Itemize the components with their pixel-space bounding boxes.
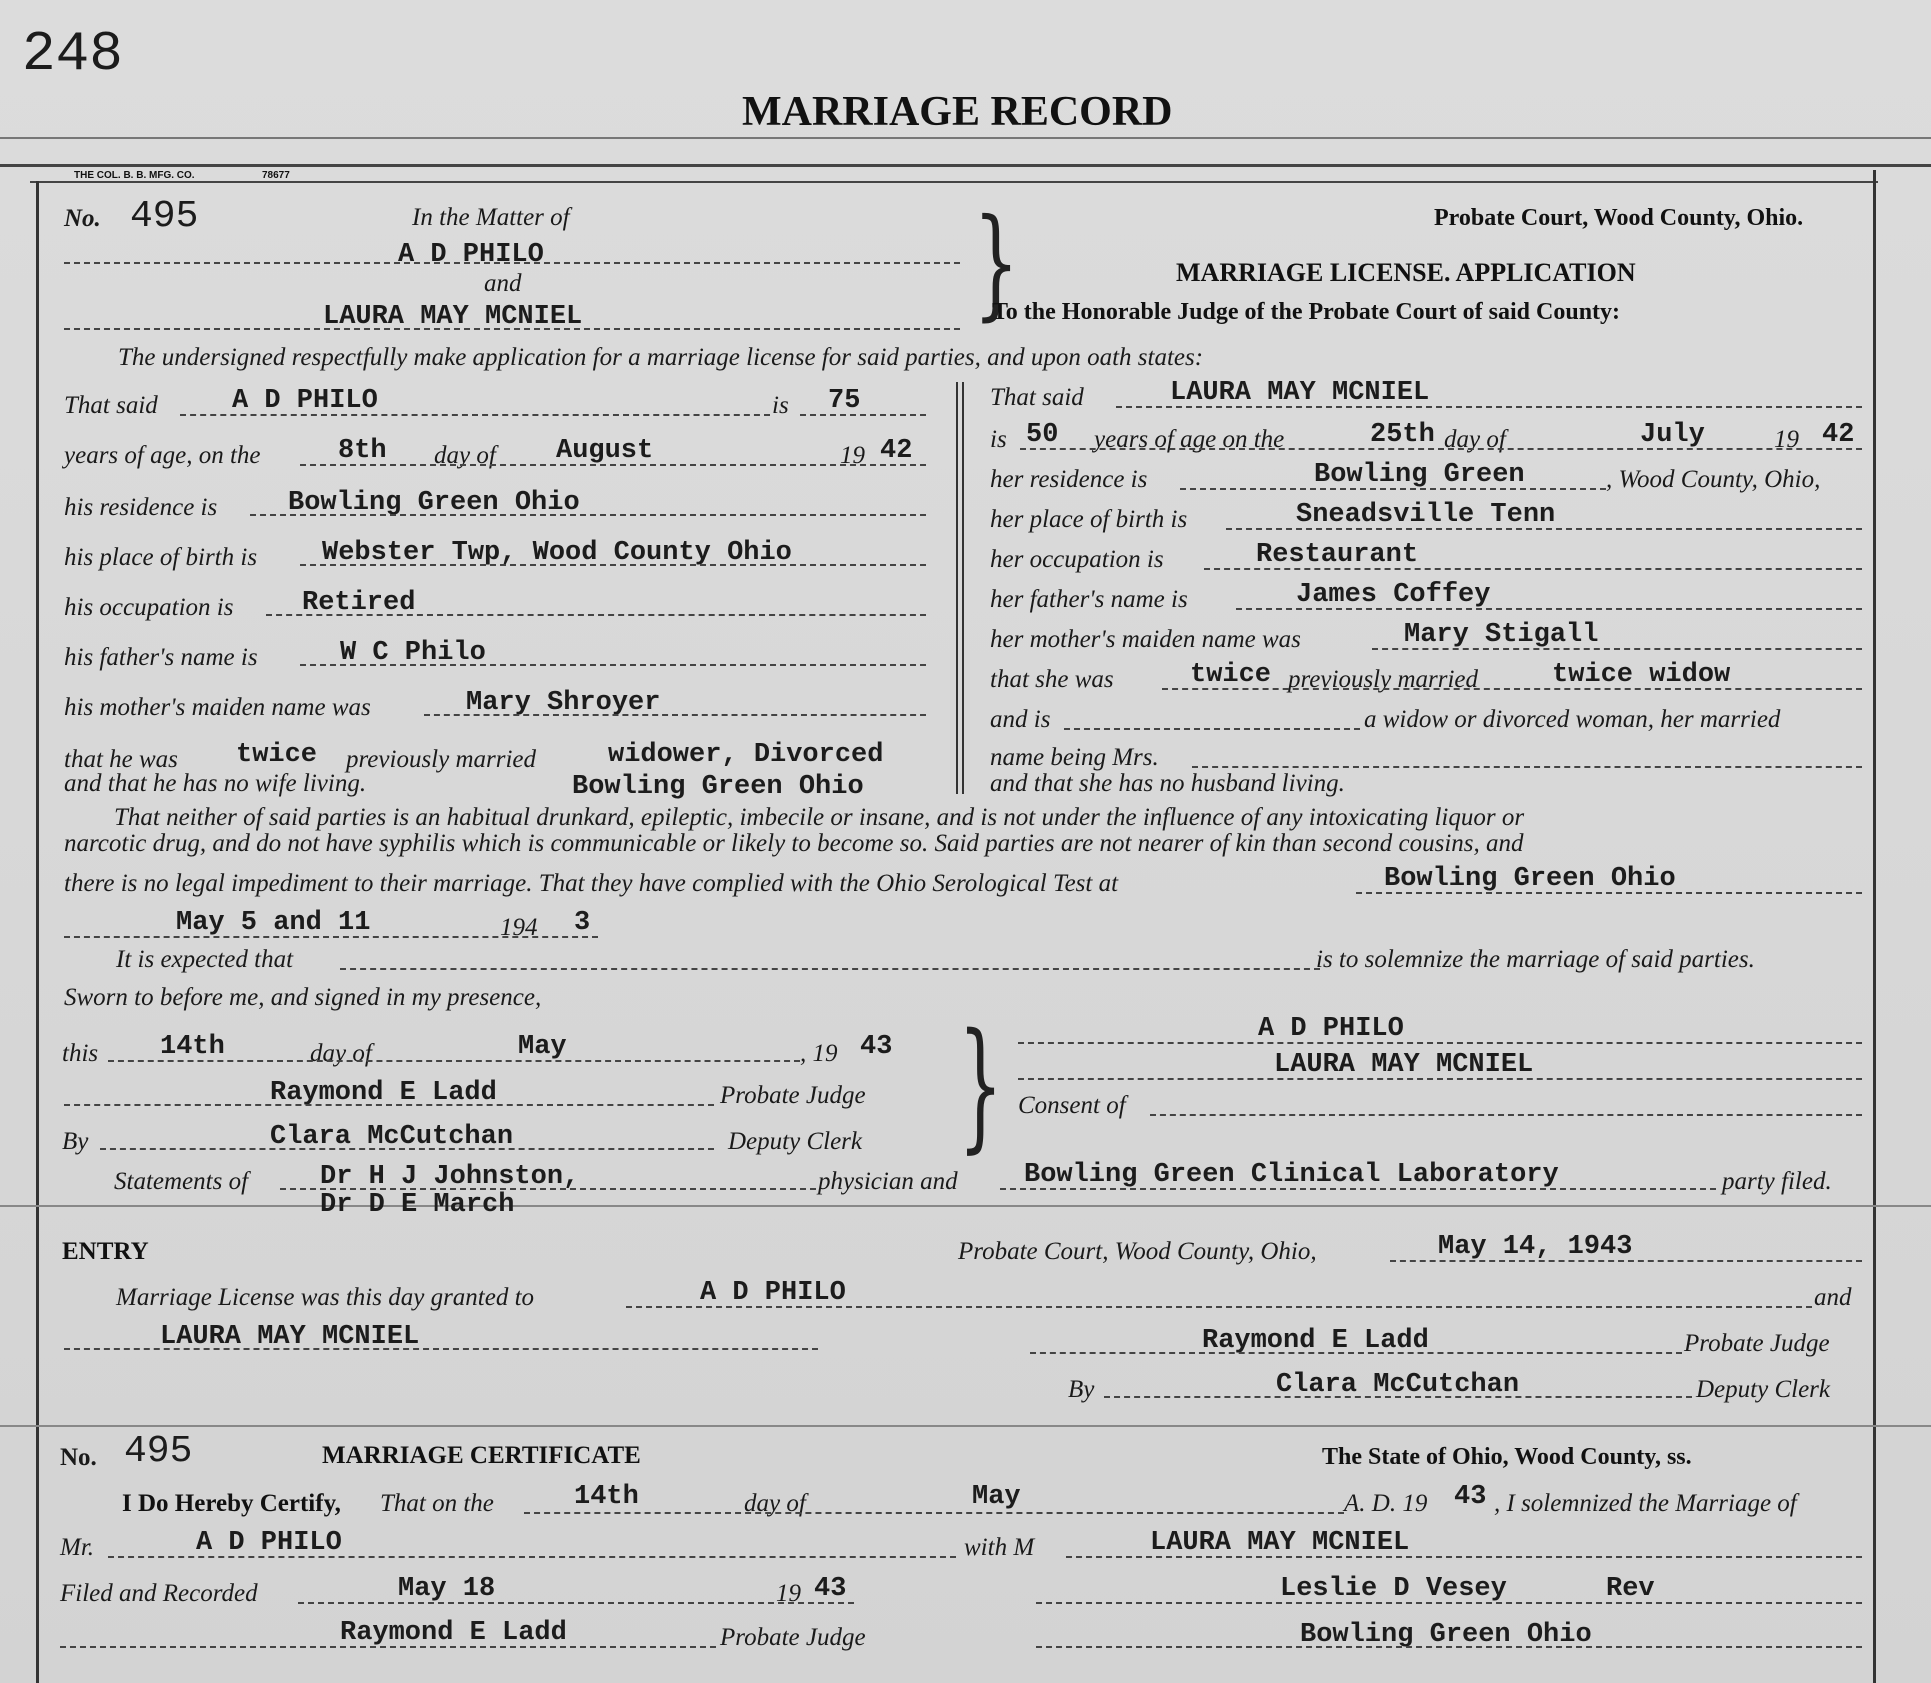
top-rule <box>0 137 1931 139</box>
cert-officiant-title: Rev <box>1606 1574 1655 1604</box>
bride-is: is <box>990 426 1007 453</box>
bride-and-is-line <box>1064 728 1360 730</box>
sworn-year: 43 <box>860 1032 893 1062</box>
entry-clerk-line <box>1104 1396 1692 1398</box>
oath-line-2: narcotic drug, and do not have syphilis which is communicable or likely to become so. Said parties are not nearer of kin than second cousins, and <box>64 830 1524 857</box>
bride-name-being: name being Mrs. <box>990 744 1159 771</box>
bride-name: LAURA MAY MCNIEL <box>1170 378 1430 408</box>
lab-line <box>1000 1188 1716 1190</box>
groom-mother: Mary Shroyer <box>466 688 661 718</box>
entry-judge-line <box>1030 1352 1682 1354</box>
groom-prev-status: widower, Divorced <box>608 740 884 770</box>
entry-bride: LAURA MAY MCNIEL <box>160 1322 420 1352</box>
bride-years-on-the: years of age on the <box>1094 426 1285 453</box>
entry-date: May 14, 1943 <box>1438 1232 1633 1262</box>
app-heading: MARRIAGE LICENSE. APPLICATION <box>1176 258 1636 287</box>
cert-year: 43 <box>1454 1482 1487 1512</box>
cert-ad: A. D. 19 <box>1344 1490 1428 1517</box>
app-no: 495 <box>130 195 199 238</box>
cert-filed-line <box>298 1602 854 1604</box>
groom-residence: Bowling Green Ohio <box>288 488 580 518</box>
groom-prev-label-b: previously married <box>346 746 537 773</box>
bride-day-of: day of <box>1444 426 1506 453</box>
groom-residence-label: his residence is <box>64 494 218 521</box>
sworn-clerk: Clara McCutchan <box>270 1122 514 1152</box>
form-top-rule-2 <box>30 181 1878 183</box>
bride-that-said: That said <box>990 384 1084 411</box>
groom-bday-day: 8th <box>338 436 387 466</box>
test-dates-line <box>64 936 598 938</box>
bride-mother-label: her mother's maiden name was <box>990 626 1301 653</box>
bride-widow-text: a widow or divorced woman, her married <box>1364 706 1781 733</box>
column-divider-2 <box>962 382 964 794</box>
sworn-day-of: day of <box>310 1040 372 1067</box>
groom-father: W C Philo <box>340 638 486 668</box>
bride-and-is: and is <box>990 706 1051 733</box>
expected-line <box>340 968 1320 970</box>
sworn-this: this <box>62 1040 99 1067</box>
cert-bride: LAURA MAY MCNIEL <box>1150 1528 1410 1558</box>
cert-place-line <box>1036 1646 1862 1648</box>
cert-month: May <box>972 1482 1021 1512</box>
page-number: 248 <box>22 22 123 86</box>
cert-bride-line <box>1066 1556 1862 1558</box>
groom-occupation-label: his occupation is <box>64 594 234 621</box>
bride-residence-label: her residence is <box>990 466 1148 493</box>
sworn-clerk-line <box>100 1148 714 1150</box>
cert-officiant-line <box>1036 1602 1862 1604</box>
cert-officiant: Leslie D Vesey <box>1280 1574 1507 1604</box>
in-matter-of: In the Matter of <box>412 204 570 231</box>
groom-mother-line <box>424 714 926 716</box>
bride-father-line <box>1236 608 1862 610</box>
groom-day-of: day of <box>434 442 496 469</box>
expected-b: is to solemnize the marriage of said parties. <box>1316 946 1755 973</box>
sig-groom: A D PHILO <box>1258 1014 1404 1044</box>
sworn-judge: Raymond E Ladd <box>270 1078 497 1108</box>
bride-residence: Bowling Green <box>1314 460 1525 490</box>
cert-state: The State of Ohio, Wood County, ss. <box>1322 1444 1692 1470</box>
groom-no-wife: and that he has no wife living. <box>64 770 367 797</box>
groom-name: A D PHILO <box>232 386 378 416</box>
cert-no-label: No. <box>60 1444 97 1471</box>
section-rule-certificate <box>0 1425 1931 1427</box>
groom-occupation: Retired <box>302 588 416 618</box>
cert-groom: A D PHILO <box>196 1528 342 1558</box>
bride-prev-times: twice <box>1190 660 1272 690</box>
entry-clerk: Clara McCutchan <box>1276 1370 1520 1400</box>
groom-birthplace-label: his place of birth is <box>64 544 258 571</box>
groom-mother-label: his mother's maiden name was <box>64 694 371 721</box>
sworn-clerk-title: Deputy Clerk <box>728 1128 862 1155</box>
bride-birthplace: Sneadsville Tenn <box>1296 500 1556 530</box>
groom-prev-times: twice <box>236 740 318 770</box>
cert-no: 495 <box>124 1430 193 1473</box>
sworn-year-prefix: , 19 <box>800 1040 838 1067</box>
sworn-by: By <box>62 1128 89 1155</box>
bride-bday-month: July <box>1640 420 1705 450</box>
entry-and: and <box>1814 1284 1852 1311</box>
sworn-day: 14th <box>160 1032 225 1062</box>
bride-prev-line <box>1162 688 1862 690</box>
sworn-judge-line <box>64 1104 714 1106</box>
groom-birthplace-line <box>300 564 926 566</box>
app-to-judge: To the Honorable Judge of the Probate Court of said County: <box>992 299 1621 325</box>
cert-judge-line <box>60 1646 716 1648</box>
cert-solemnized: , I solemnized the Marriage of <box>1494 1490 1797 1517</box>
cert-certify-a: I Do Hereby Certify, <box>122 1490 341 1517</box>
groom-extra: Bowling Green Ohio <box>572 772 864 802</box>
sworn-date-line <box>108 1060 800 1062</box>
entry-groom: A D PHILO <box>700 1278 846 1308</box>
party-filed: party filed. <box>1722 1168 1832 1195</box>
cert-day: 14th <box>574 1482 639 1512</box>
bride-father-label: her father's name is <box>990 586 1188 613</box>
printer-mark: THE COL. B. B. MFG. CO. <box>74 170 195 181</box>
bride-name-line <box>1116 406 1862 408</box>
lab: Bowling Green Clinical Laboratory <box>1024 1160 1559 1190</box>
sworn: Sworn to before me, and signed in my presence, <box>64 984 542 1011</box>
bride-residence-line <box>1180 488 1606 490</box>
groom-age-line <box>800 414 926 416</box>
cert-groom-line <box>108 1556 956 1558</box>
sworn-judge-title: Probate Judge <box>720 1082 866 1109</box>
bride-birthplace-line <box>1226 528 1862 530</box>
matter-and: and <box>484 270 522 297</box>
groom-years-on-the: years of age, on the <box>64 442 261 469</box>
bride-bday-line <box>1020 448 1862 450</box>
bride-mother: Mary Stigall <box>1404 620 1599 650</box>
entry-judge: Raymond E Ladd <box>1202 1326 1429 1356</box>
groom-residence-line <box>250 514 926 516</box>
entry-by: By <box>1068 1376 1095 1403</box>
test-dates: May 5 and 11 <box>176 908 371 938</box>
cert-place: Bowling Green Ohio <box>1300 1620 1592 1650</box>
cert-mr: Mr. <box>60 1534 95 1561</box>
groom-father-line <box>300 664 926 666</box>
matter-bride: LAURA MAY MCNIEL <box>323 302 583 332</box>
test-place-line <box>1356 892 1862 894</box>
bride-name-being-line <box>1192 766 1862 768</box>
test-year: 3 <box>574 908 591 938</box>
sig-bride-line <box>1018 1078 1862 1080</box>
bride-occupation-label: her occupation is <box>990 546 1164 573</box>
statements-of: Statements of <box>114 1168 249 1195</box>
form-right-border <box>1873 170 1876 1683</box>
app-intro: The undersigned respectfully make application for a marriage license for said parties, and upon oath states: <box>118 344 1204 371</box>
bride-no-husband: and that she has no husband living. <box>990 770 1345 797</box>
record-title: MARRIAGE RECORD <box>742 89 1173 135</box>
bride-mother-line <box>1372 648 1862 650</box>
physician-1: Dr H J Johnston, <box>320 1162 580 1192</box>
section-rule-entry <box>0 1205 1931 1207</box>
bride-prev-status: twice widow <box>1552 660 1731 690</box>
matter-groom: A D PHILO <box>398 240 544 270</box>
oath-line-1: That neither of said parties is an habitual drunkard, epileptic, imbecile or insane, and is not under the influence of any intoxicating liquor or <box>114 804 1525 831</box>
column-divider <box>956 382 958 794</box>
entry-groom-line <box>626 1306 1812 1308</box>
form-top-rule <box>0 164 1931 167</box>
bride-father: James Coffey <box>1296 580 1491 610</box>
physician-2: Dr D E March <box>320 1190 515 1220</box>
app-no-label: No. <box>64 205 101 232</box>
groom-age: 75 <box>828 386 861 416</box>
bride-prev-label-b: previously married <box>1288 666 1479 693</box>
entry-clerk-title: Deputy Clerk <box>1696 1376 1830 1403</box>
groom-name-line <box>180 414 770 416</box>
form-left-border <box>36 181 39 1683</box>
entry-date-line <box>1390 1260 1862 1262</box>
printer-code: 78677 <box>262 170 290 181</box>
cert-year-prefix: 19 <box>776 1580 801 1607</box>
groom-bday-year: 42 <box>880 436 913 466</box>
matter-line-2 <box>64 328 960 330</box>
groom-bday-month: August <box>556 436 654 466</box>
entry-bride-line <box>64 1348 818 1350</box>
cert-date-line <box>524 1512 1344 1514</box>
groom-year-prefix: 19 <box>840 442 865 469</box>
bride-birthplace-label: her place of birth is <box>990 506 1188 533</box>
app-court: Probate Court, Wood County, Ohio. <box>1434 205 1804 231</box>
sig-brace: } <box>958 1004 1003 1167</box>
oath-line-3: there is no legal impediment to their marriage. That they have complied with the Ohio Serological Test at <box>64 870 1119 897</box>
groom-prev-label-a: that he was <box>64 746 178 773</box>
groom-that-said: That said <box>64 392 158 419</box>
cert-judge: Raymond E Ladd <box>340 1618 567 1648</box>
bride-year-prefix: 19 <box>1774 426 1799 453</box>
matter-line-1 <box>64 262 960 264</box>
physician-and: physician and <box>818 1168 958 1195</box>
bride-prev-label-a: that she was <box>990 666 1114 693</box>
brace: } <box>973 194 1020 333</box>
cert-judge-title: Probate Judge <box>720 1624 866 1651</box>
test-place: Bowling Green Ohio <box>1384 864 1676 894</box>
bride-residence-suffix: , Wood County, Ohio, <box>1606 466 1821 493</box>
expected-a: It is expected that <box>116 946 294 973</box>
bride-bday-year: 42 <box>1822 420 1855 450</box>
cert-filed: Filed and Recorded <box>60 1580 258 1607</box>
cert-filed-year: 43 <box>814 1574 847 1604</box>
cert-with: with M <box>964 1534 1035 1561</box>
statements-line <box>280 1188 816 1190</box>
bride-age: 50 <box>1026 420 1059 450</box>
entry-court: Probate Court, Wood County, Ohio, <box>958 1238 1317 1265</box>
sig-bride: LAURA MAY MCNIEL <box>1274 1050 1534 1080</box>
test-year-prefix: 194 <box>500 914 538 941</box>
groom-is: is <box>772 392 789 419</box>
groom-occupation-line <box>266 614 926 616</box>
entry-label: ENTRY <box>62 1238 149 1265</box>
consent-line <box>1150 1114 1862 1116</box>
bride-occupation: Restaurant <box>1256 540 1419 570</box>
entry-granted-to: Marriage License was this day granted to <box>116 1284 535 1311</box>
groom-bday-line <box>300 464 926 466</box>
sworn-month: May <box>518 1032 567 1062</box>
groom-birthplace: Webster Twp, Wood County Ohio <box>322 538 792 568</box>
cert-day-of: day of <box>744 1490 806 1517</box>
cert-title: MARRIAGE CERTIFICATE <box>322 1442 641 1469</box>
groom-father-label: his father's name is <box>64 644 258 671</box>
cert-certify-b: That on the <box>380 1490 494 1517</box>
entry-judge-title: Probate Judge <box>1684 1330 1830 1357</box>
bride-bday-day: 25th <box>1370 420 1435 450</box>
sig-groom-line <box>1018 1042 1862 1044</box>
consent-of: Consent of <box>1018 1092 1126 1119</box>
bride-occupation-line <box>1204 568 1862 570</box>
cert-filed-date: May 18 <box>398 1574 496 1604</box>
